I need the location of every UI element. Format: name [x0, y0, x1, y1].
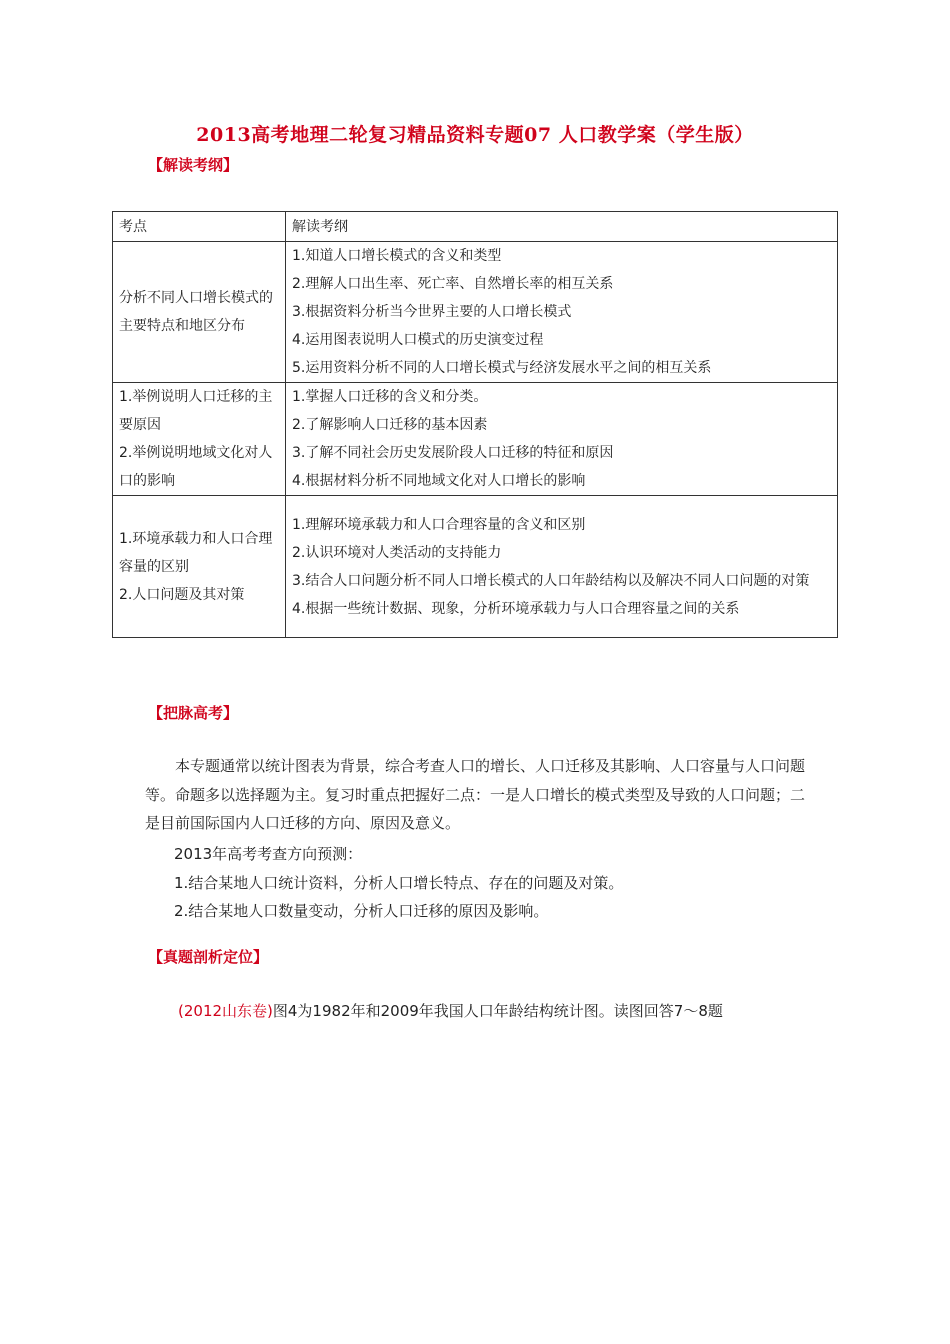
- point-item: 2.认识环境对人类活动的支持能力: [292, 544, 502, 561]
- topic-cell: [113, 242, 286, 383]
- forecast-item: 1.结合某地人口统计资料，分析人口增长特点、存在的问题及对策。: [174, 874, 624, 892]
- question-text: 图4为1982年和2009年我国人口年龄结构统计图。读图回答7～8题: [272, 1002, 723, 1020]
- question-source: (2012山东卷): [178, 1002, 273, 1020]
- forecast-title: 2013年高考考查方向预测：: [174, 845, 363, 863]
- topic-text: 1.环境承载力和人口合理容量的区别 2.人口问题及其对策: [119, 530, 273, 603]
- forecast-item: 2.结合某地人口数量变动，分析人口迁移的原因及影响。: [174, 902, 549, 920]
- point-item: 3.根据资料分析当今世界主要的人口增长模式: [292, 304, 572, 320]
- table-header-row: [113, 212, 838, 242]
- table-header-cell: 考点: [113, 212, 286, 242]
- topic-cell: [113, 496, 286, 638]
- point-item: 3.了解不同社会历史发展阶段人口迁移的特征和原因: [292, 445, 614, 461]
- point-item: 5.运用资料分析不同的人口增长模式与经济发展水平之间的相互关系: [292, 360, 712, 376]
- topic-text: 分析不同人口增长模式的主要特点和地区分布: [119, 290, 273, 334]
- table-row: [113, 383, 838, 496]
- topic-text: 1.举例说明人口迁移的主要原因 2.举例说明地域文化对人口的影响: [119, 389, 273, 489]
- point-item: 4.运用图表说明人口模式的历史演变过程: [292, 332, 544, 348]
- table-header-cell: 解读考纲: [286, 212, 838, 242]
- section-heading-outline: 【解读考纲】: [148, 156, 239, 174]
- point-item: 4.根据一些统计数据、现象，分析环境承载力与人口合理容量之间的关系: [292, 600, 740, 617]
- point-item: 2.理解人口出生率、死亡率、自然增长率的相互关系: [292, 276, 614, 292]
- point-item: 1.掌握人口迁移的含义和分类。: [292, 389, 488, 405]
- trend-paragraph: 本专题通常以统计图表为背景，综合考查人口的增长、人口迁移及其影响、人口容量与人口问题等。命题多以选择题为主。复习时重点把握好二点：一是人口增长的模式类型及导致的人口问题；二是目前国际国内人口迁移的方向、原因及意义。: [145, 757, 806, 832]
- section-heading-analysis: 【真题剖析定位】: [148, 948, 269, 966]
- point-item: 1.理解环境承载力和人口合理容量的含义和区别: [292, 516, 586, 533]
- point-item: 3.结合人口问题分析不同人口增长模式的人口年龄结构以及解决不同人口问题的对策: [292, 572, 810, 589]
- syllabus-table: [112, 211, 838, 638]
- point-item: 1.知道人口增长模式的含义和类型: [292, 248, 502, 264]
- topic-cell: [113, 383, 286, 496]
- points-cell: [286, 383, 838, 496]
- points-cell: [286, 496, 838, 638]
- point-item: 2.了解影响人口迁移的基本因素: [292, 417, 488, 433]
- table-row: [113, 496, 838, 638]
- point-item: 4.根据材料分析不同地域文化对人口增长的影响: [292, 473, 586, 489]
- section-heading-trend: 【把脉高考】: [148, 704, 239, 722]
- points-cell: [286, 242, 838, 383]
- question-intro: [178, 997, 843, 1026]
- document-title: 2013高考地理二轮复习精品资料专题07 人口教学案（学生版）: [196, 124, 754, 146]
- table-row: [113, 242, 838, 383]
